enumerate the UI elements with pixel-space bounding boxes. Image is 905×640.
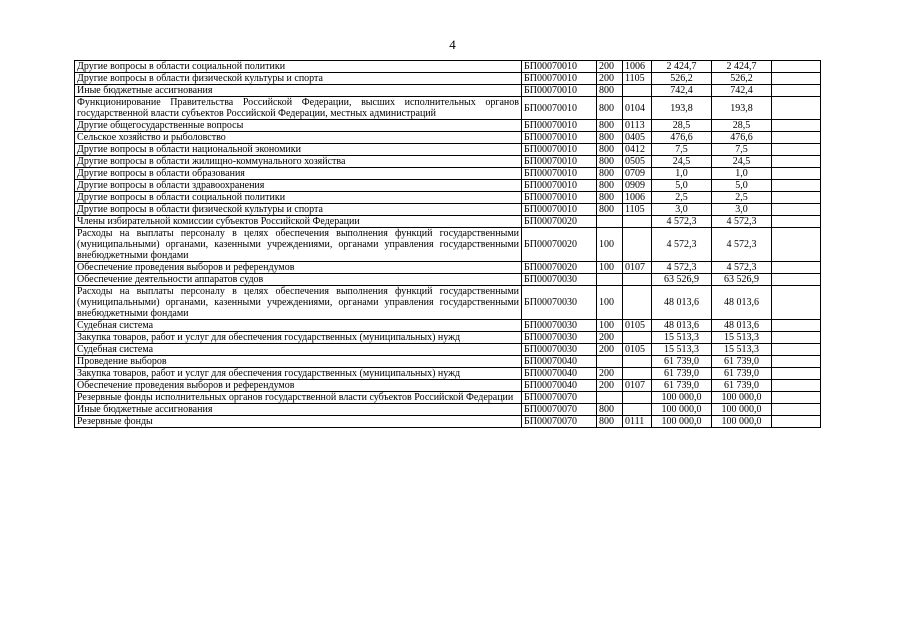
row-code: БП00070010: [522, 168, 597, 180]
row-amount-2: 2 424,7: [712, 61, 772, 73]
row-amount-2: 4 572,3: [712, 228, 772, 262]
row-amount-2: 61 739,0: [712, 356, 772, 368]
row-empty-cell: [772, 344, 821, 356]
row-section-code: [623, 228, 652, 262]
table-row: [75, 286, 821, 320]
row-amount-2: 1,0: [712, 168, 772, 180]
row-name: Расходы на выплаты персоналу в целях обеспечения выполнения функций государственными (муниципальными) органами, казенными учреждениями, органами управления государственными внебюджетными фондами: [75, 286, 522, 320]
row-section-code: [623, 404, 652, 416]
row-empty-cell: [772, 356, 821, 368]
row-section-code: 0111: [623, 416, 652, 428]
row-amount-1: 100 000,0: [652, 416, 712, 428]
row-expense-type: [597, 216, 623, 228]
row-expense-type: [597, 274, 623, 286]
row-expense-type: 800: [597, 192, 623, 204]
row-code: БП00070030: [522, 274, 597, 286]
row-code: БП00070040: [522, 356, 597, 368]
row-name: Закупка товаров, работ и услуг для обеспечения государственных (муниципальных) нужд: [75, 332, 522, 344]
row-expense-type: 800: [597, 416, 623, 428]
row-expense-type: 800: [597, 97, 623, 120]
table-row: [75, 144, 821, 156]
row-name: Обеспечение проведения выборов и референдумов: [75, 262, 522, 274]
table-row: [75, 85, 821, 97]
row-empty-cell: [772, 380, 821, 392]
row-amount-1: 4 572,3: [652, 262, 712, 274]
row-section-code: [623, 85, 652, 97]
table-row: [75, 216, 821, 228]
row-amount-1: 2 424,7: [652, 61, 712, 73]
row-expense-type: 800: [597, 204, 623, 216]
row-section-code: [623, 216, 652, 228]
row-empty-cell: [772, 73, 821, 85]
table-row: [75, 380, 821, 392]
table-row: [75, 192, 821, 204]
row-amount-1: 742,4: [652, 85, 712, 97]
row-empty-cell: [772, 274, 821, 286]
row-name: Судебная система: [75, 320, 522, 332]
table-row: [75, 61, 821, 73]
row-amount-1: 48 013,6: [652, 320, 712, 332]
row-amount-2: 48 013,6: [712, 286, 772, 320]
row-name: Иные бюджетные ассигнования: [75, 85, 522, 97]
row-section-code: 0909: [623, 180, 652, 192]
row-name: Другие вопросы в области здравоохранения: [75, 180, 522, 192]
row-expense-type: 200: [597, 61, 623, 73]
row-empty-cell: [772, 368, 821, 380]
table-row: [75, 320, 821, 332]
row-name: Функционирование Правительства Российской Федерации, высших исполнительных органов государственной власти субъектов Российской Федерации, местных администраций: [75, 97, 522, 120]
row-code: БП00070010: [522, 85, 597, 97]
row-code: БП00070010: [522, 180, 597, 192]
row-code: БП00070030: [522, 344, 597, 356]
row-name: Проведение выборов: [75, 356, 522, 368]
row-section-code: 0107: [623, 380, 652, 392]
row-name: Другие вопросы в области национальной экономики: [75, 144, 522, 156]
row-expense-type: 100: [597, 320, 623, 332]
row-section-code: [623, 332, 652, 344]
row-empty-cell: [772, 85, 821, 97]
table-row: [75, 356, 821, 368]
row-name: Другие общегосударственные вопросы: [75, 120, 522, 132]
row-code: БП00070020: [522, 216, 597, 228]
table-row: [75, 344, 821, 356]
table-row: [75, 73, 821, 85]
row-empty-cell: [772, 392, 821, 404]
row-code: БП00070010: [522, 97, 597, 120]
table-row: [75, 416, 821, 428]
row-amount-2: 476,6: [712, 132, 772, 144]
row-expense-type: 800: [597, 120, 623, 132]
row-code: БП00070010: [522, 192, 597, 204]
row-amount-2: 100 000,0: [712, 416, 772, 428]
row-amount-2: 100 000,0: [712, 392, 772, 404]
row-code: БП00070010: [522, 61, 597, 73]
row-amount-1: 193,8: [652, 97, 712, 120]
row-name: Закупка товаров, работ и услуг для обеспечения государственных (муниципальных) нужд: [75, 368, 522, 380]
row-amount-2: 7,5: [712, 144, 772, 156]
row-amount-2: 742,4: [712, 85, 772, 97]
row-code: БП00070010: [522, 144, 597, 156]
row-code: БП00070010: [522, 132, 597, 144]
budget-table: [74, 60, 821, 428]
row-expense-type: 800: [597, 132, 623, 144]
row-code: БП00070030: [522, 286, 597, 320]
row-section-code: [623, 274, 652, 286]
row-empty-cell: [772, 180, 821, 192]
row-expense-type: 200: [597, 73, 623, 85]
row-code: БП00070030: [522, 332, 597, 344]
row-amount-1: 4 572,3: [652, 216, 712, 228]
row-empty-cell: [772, 132, 821, 144]
row-expense-type: 200: [597, 332, 623, 344]
row-name: Резервные фонды исполнительных органов государственной власти субъектов Российской Федерации: [75, 392, 522, 404]
row-amount-2: 100 000,0: [712, 404, 772, 416]
row-empty-cell: [772, 262, 821, 274]
row-amount-2: 4 572,3: [712, 262, 772, 274]
row-name: Другие вопросы в области жилищно-коммунального хозяйства: [75, 156, 522, 168]
row-amount-2: 24,5: [712, 156, 772, 168]
row-amount-1: 3,0: [652, 204, 712, 216]
row-expense-type: 100: [597, 262, 623, 274]
row-amount-1: 7,5: [652, 144, 712, 156]
row-code: БП00070010: [522, 120, 597, 132]
row-amount-1: 24,5: [652, 156, 712, 168]
row-amount-2: 48 013,6: [712, 320, 772, 332]
row-expense-type: 800: [597, 144, 623, 156]
row-amount-2: 2,5: [712, 192, 772, 204]
row-section-code: 0105: [623, 344, 652, 356]
page-number: 4: [449, 37, 456, 52]
row-amount-1: 63 526,9: [652, 274, 712, 286]
row-name: Сельское хозяйство и рыболовство: [75, 132, 522, 144]
table-row: [75, 274, 821, 286]
row-empty-cell: [772, 168, 821, 180]
row-section-code: [623, 286, 652, 320]
row-empty-cell: [772, 144, 821, 156]
row-name: Другие вопросы в области образования: [75, 168, 522, 180]
row-empty-cell: [772, 97, 821, 120]
table-row: [75, 156, 821, 168]
row-name: Судебная система: [75, 344, 522, 356]
row-name: Резервные фонды: [75, 416, 522, 428]
row-empty-cell: [772, 404, 821, 416]
table-row: [75, 262, 821, 274]
row-name: Члены избирательной комиссии субъектов Российской Федерации: [75, 216, 522, 228]
row-section-code: [623, 356, 652, 368]
table-row: [75, 368, 821, 380]
table-row: [75, 332, 821, 344]
row-section-code: 1006: [623, 61, 652, 73]
row-expense-type: 100: [597, 228, 623, 262]
row-empty-cell: [772, 156, 821, 168]
row-section-code: 0113: [623, 120, 652, 132]
table-row: [75, 120, 821, 132]
row-empty-cell: [772, 332, 821, 344]
table-row: [75, 132, 821, 144]
row-amount-2: 63 526,9: [712, 274, 772, 286]
row-amount-1: 48 013,6: [652, 286, 712, 320]
row-code: БП00070020: [522, 228, 597, 262]
row-empty-cell: [772, 286, 821, 320]
row-expense-type: 800: [597, 180, 623, 192]
row-code: БП00070070: [522, 392, 597, 404]
row-code: БП00070010: [522, 156, 597, 168]
row-expense-type: 800: [597, 168, 623, 180]
row-amount-1: 61 739,0: [652, 368, 712, 380]
row-name: Обеспечение деятельности аппаратов судов: [75, 274, 522, 286]
row-amount-1: 61 739,0: [652, 380, 712, 392]
row-code: БП00070010: [522, 73, 597, 85]
row-code: БП00070010: [522, 204, 597, 216]
row-amount-1: 15 513,3: [652, 344, 712, 356]
row-section-code: 1105: [623, 204, 652, 216]
row-section-code: [623, 368, 652, 380]
row-expense-type: [597, 392, 623, 404]
row-code: БП00070020: [522, 262, 597, 274]
row-name: Расходы на выплаты персоналу в целях обеспечения выполнения функций государственными (муниципальными) органами, казенными учреждениями, органами управления государственными внебюджетными фондами: [75, 228, 522, 262]
row-code: БП00070070: [522, 404, 597, 416]
table-row: [75, 228, 821, 262]
row-amount-1: 1,0: [652, 168, 712, 180]
row-section-code: [623, 392, 652, 404]
row-name: Другие вопросы в области физической культуры и спорта: [75, 73, 522, 85]
row-amount-1: 100 000,0: [652, 404, 712, 416]
row-name: Другие вопросы в области социальной политики: [75, 192, 522, 204]
row-expense-type: 100: [597, 286, 623, 320]
row-name: Другие вопросы в области социальной политики: [75, 61, 522, 73]
row-expense-type: 800: [597, 404, 623, 416]
row-amount-1: 476,6: [652, 132, 712, 144]
row-empty-cell: [772, 228, 821, 262]
row-code: БП00070040: [522, 368, 597, 380]
row-amount-2: 3,0: [712, 204, 772, 216]
row-name: Иные бюджетные ассигнования: [75, 404, 522, 416]
row-code: БП00070040: [522, 380, 597, 392]
table-row: [75, 97, 821, 120]
row-amount-1: 5,0: [652, 180, 712, 192]
row-amount-1: 2,5: [652, 192, 712, 204]
row-expense-type: 200: [597, 368, 623, 380]
row-amount-1: 100 000,0: [652, 392, 712, 404]
row-section-code: 0505: [623, 156, 652, 168]
row-amount-1: 4 572,3: [652, 228, 712, 262]
row-empty-cell: [772, 61, 821, 73]
row-amount-1: 526,2: [652, 73, 712, 85]
row-expense-type: [597, 356, 623, 368]
row-amount-1: 15 513,3: [652, 332, 712, 344]
table-row: [75, 180, 821, 192]
row-section-code: 1105: [623, 73, 652, 85]
row-name: Обеспечение проведения выборов и референдумов: [75, 380, 522, 392]
row-amount-2: 15 513,3: [712, 332, 772, 344]
row-amount-2: 526,2: [712, 73, 772, 85]
row-empty-cell: [772, 216, 821, 228]
row-amount-1: 28,5: [652, 120, 712, 132]
row-expense-type: 200: [597, 344, 623, 356]
row-section-code: 0709: [623, 168, 652, 180]
row-amount-1: 61 739,0: [652, 356, 712, 368]
row-empty-cell: [772, 416, 821, 428]
row-section-code: 0412: [623, 144, 652, 156]
row-section-code: 0104: [623, 97, 652, 120]
row-code: БП00070070: [522, 416, 597, 428]
row-expense-type: 200: [597, 380, 623, 392]
row-code: БП00070030: [522, 320, 597, 332]
row-empty-cell: [772, 204, 821, 216]
row-section-code: 0107: [623, 262, 652, 274]
row-section-code: 0105: [623, 320, 652, 332]
table-row: [75, 404, 821, 416]
row-amount-2: 193,8: [712, 97, 772, 120]
row-name: Другие вопросы в области физической культуры и спорта: [75, 204, 522, 216]
row-empty-cell: [772, 320, 821, 332]
row-expense-type: 800: [597, 85, 623, 97]
table-row: [75, 204, 821, 216]
row-expense-type: 800: [597, 156, 623, 168]
row-empty-cell: [772, 120, 821, 132]
table-row: [75, 168, 821, 180]
row-amount-2: 61 739,0: [712, 368, 772, 380]
row-amount-2: 5,0: [712, 180, 772, 192]
row-section-code: 0405: [623, 132, 652, 144]
row-amount-2: 15 513,3: [712, 344, 772, 356]
row-amount-2: 61 739,0: [712, 380, 772, 392]
row-amount-2: 4 572,3: [712, 216, 772, 228]
row-section-code: 1006: [623, 192, 652, 204]
row-empty-cell: [772, 192, 821, 204]
row-amount-2: 28,5: [712, 120, 772, 132]
table-row: [75, 392, 821, 404]
